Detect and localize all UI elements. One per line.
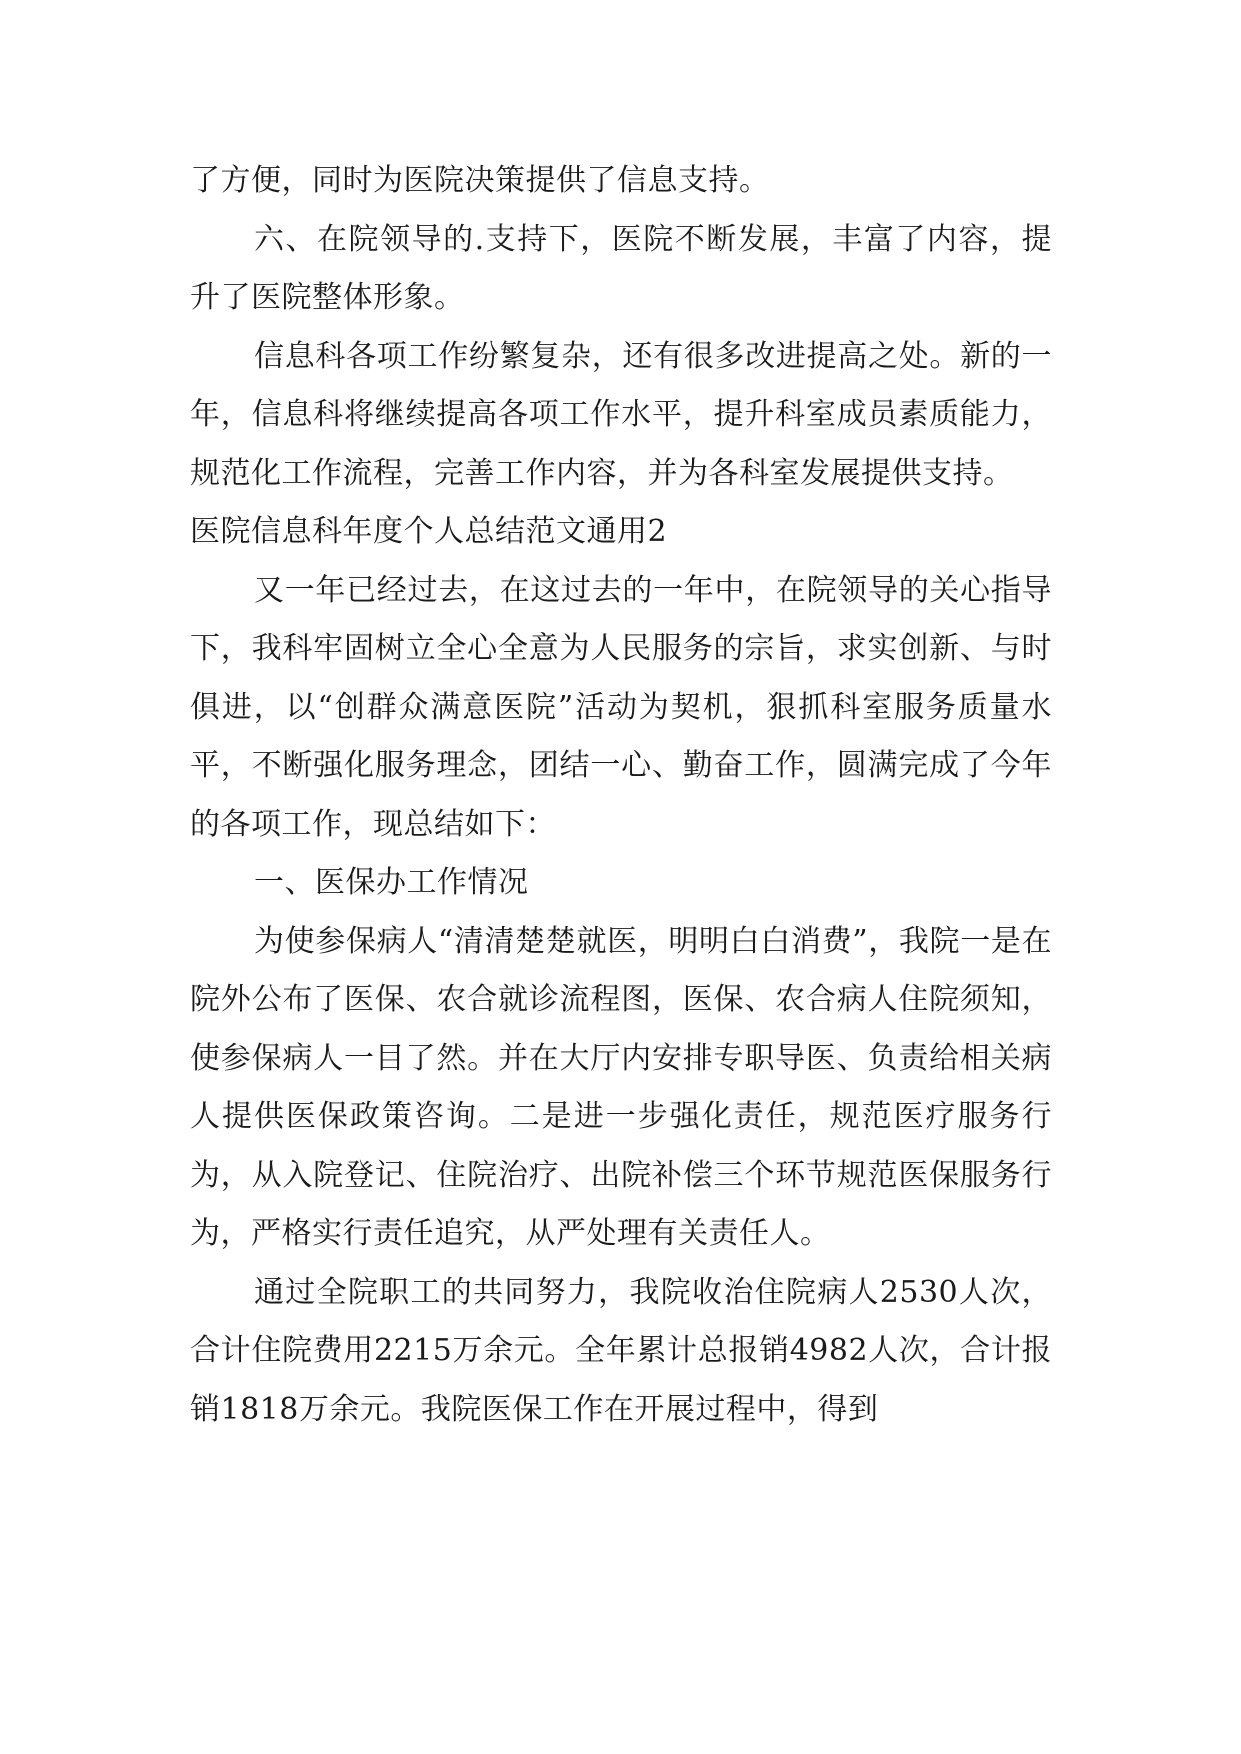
paragraph: 了方便，同时为医院决策提供了信息支持。	[190, 163, 770, 198]
paragraph: 为使参保病人“清清楚楚就医，明明白白消费”，我院一是在院外公布了医保、农合就诊流程图，医保、农合病人住院须知，使参保病人一目了然。并在大厅内安排专职导医、负责给相关病人提供医保政策咨询。二是进一步强化责任，规范医疗服务行为，从入院登记、住院治疗、出院补偿三个环节规范医保服务行为，严格实行责任追究，从严处理有关责任人。	[190, 923, 1052, 1251]
document-body	[190, 152, 1052, 1439]
paragraph: 又一年已经过去，在这过去的一年中，在院领导的关心指导下，我科牢固树立全心全意为人民服务的宗旨，求实创新、与时俱进，以“创群众满意医院”活动为契机，狠抓科室服务质量水平，不断强化服务理念，团结一心、勤奋工作，圆满完成了今年的各项工作，现总结如下：	[190, 572, 1052, 842]
paragraph: 六、在院领导的.支持下，医院不断发展，丰富了内容，提升了医院整体形象。	[190, 221, 1052, 315]
section-title: 医院信息科年度个人总结范文通用2	[190, 514, 668, 549]
paragraph: 通过全院职工的共同努力，我院收治住院病人2530人次，合计住院费用2215万余元。全年累计总报销4982人次，合计报销1818万余元。我院医保工作在开展过程中，得到	[190, 1274, 1052, 1427]
paragraph: 信息科各项工作纷繁复杂，还有很多改进提高之处。新的一年，信息科将继续提高各项工作水平，提升科室成员素质能力，规范化工作流程，完善工作内容，并为各科室发展提供支持。	[190, 338, 1052, 491]
section-heading: 一、医保办工作情况	[254, 865, 529, 900]
